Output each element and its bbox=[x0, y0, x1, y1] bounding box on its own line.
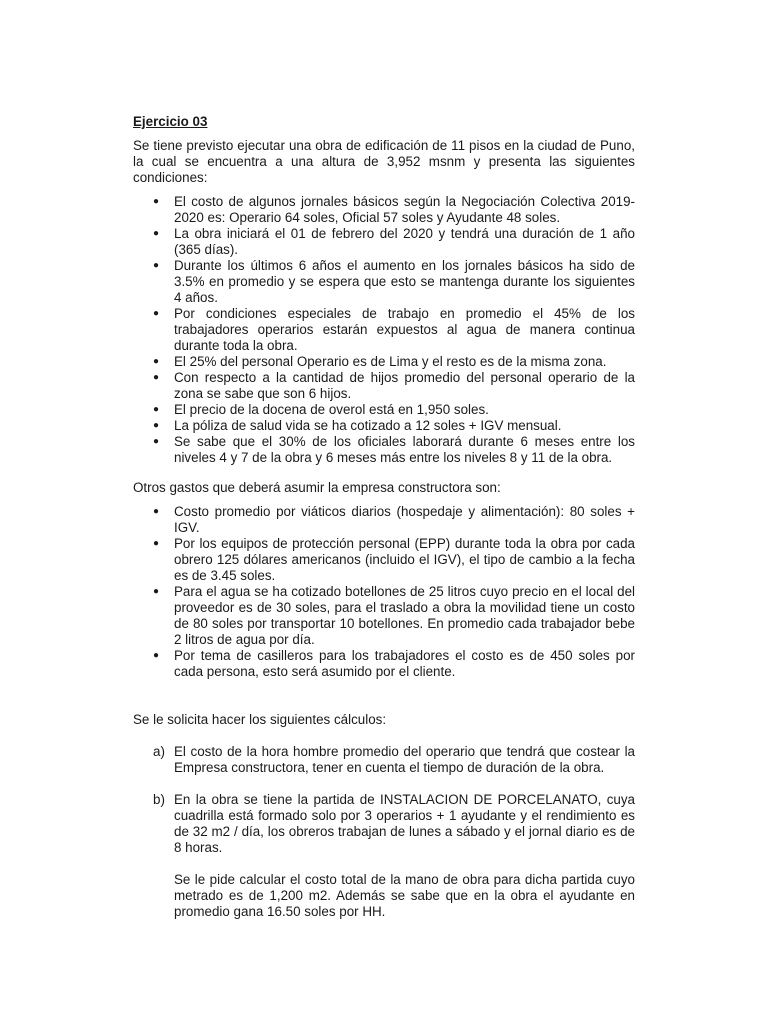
bullet-icon: ● bbox=[153, 420, 160, 431]
other-costs-heading: Otros gastos que deberá asumir la empresa constructora son: bbox=[133, 480, 501, 495]
list-item: ● El 25% del personal Operario es de Lima y el resto es de la misma zona. bbox=[153, 354, 607, 369]
bullet-icon: ● bbox=[153, 586, 160, 597]
bullet-icon: ● bbox=[153, 308, 160, 319]
conditions-list bbox=[133, 194, 635, 466]
list-item: ● Por tema de casilleros para los trabajadores el costo es de 450 soles por cada persona, esto será asumido por el cliente. bbox=[153, 648, 635, 679]
list-item: ● Por condiciones especiales de trabajo en promedio el 45% de los trabajadores operarios estarán expuestos al agua de manera continua durante toda la obra. bbox=[153, 306, 635, 353]
exercise-title: Ejercicio 03 bbox=[133, 114, 208, 129]
list-item: ● Para el agua se ha cotizado botellones de 25 litros cuyo precio en el local del proveedor es de 30 soles, para el traslado a obra la movilidad tiene un costo de 80 soles por transportar 10 botellones. En promedio cada trabajador bebe 2 litros de agua por día. bbox=[153, 584, 635, 647]
list-item: ● El precio de la docena de overol está en 1,950 soles. bbox=[153, 402, 489, 417]
bullet-icon: ● bbox=[153, 506, 160, 517]
task-text-continued: Se le pide calcular el costo total de la mano de obra para dicha partida cuyo metrado es de 1,200 m2. Además se sabe que en la obra el ayudante en promedio gana 16.50 soles por HH. bbox=[174, 872, 635, 919]
task-text: El costo de la hora hombre promedio del operario que tendrá que costear la Empresa constructora, tener en cuenta el tiempo de duración de la obra. bbox=[174, 744, 635, 775]
other-costs-list bbox=[133, 504, 635, 680]
bullet-icon: ● bbox=[153, 356, 160, 367]
list-item: ● El costo de algunos jornales básicos según la Negociación Colectiva 2019-2020 es: Operario 64 soles, Oficial 57 soles y Ayudante 48 soles. bbox=[153, 194, 635, 225]
task-a bbox=[133, 744, 635, 776]
task-b bbox=[133, 792, 635, 920]
document-body bbox=[133, 114, 635, 920]
task-marker: b) bbox=[153, 792, 165, 807]
list-item: ● La póliza de salud vida se ha cotizado a 12 soles + IGV mensual. bbox=[153, 418, 562, 433]
bullet-icon: ● bbox=[153, 650, 160, 661]
task-marker: a) bbox=[153, 744, 165, 759]
intro-paragraph: Se tiene previsto ejecutar una obra de edificación de 11 pisos en la ciudad de Puno, la cual se encuentra a una altura de 3,952 msnm y presenta las siguientes condiciones: bbox=[133, 138, 635, 185]
list-item: ● Se sabe que el 30% de los oficiales laborará durante 6 meses entre los niveles 4 y 7 de la obra y 6 meses más entre los niveles 8 y 11 de la obra. bbox=[153, 434, 635, 465]
list-item: ● Por los equipos de protección personal (EPP) durante toda la obra por cada obrero 125 dólares americanos (incluido el IGV), el tipo de cambio a la fecha es de 3.45 soles. bbox=[153, 536, 635, 583]
bullet-icon: ● bbox=[153, 372, 160, 383]
bullet-icon: ● bbox=[153, 436, 160, 447]
tasks-heading: Se le solicita hacer los siguientes cálculos: bbox=[133, 712, 387, 727]
task-text: En la obra se tiene la partida de INSTALACION DE PORCELANATO, cuya cuadrilla está formado solo por 3 operarios + 1 ayudante y el rendimiento es de 32 m2 / día, los obreros trabajan de lunes a sábado y el jornal diario es de 8 horas. bbox=[174, 792, 635, 855]
list-item: ● Con respecto a la cantidad de hijos promedio del personal operario de la zona se sabe que son 6 hijos. bbox=[153, 370, 635, 401]
bullet-icon: ● bbox=[153, 538, 160, 549]
bullet-icon: ● bbox=[153, 404, 160, 415]
bullet-icon: ● bbox=[153, 196, 160, 207]
list-item: ● La obra iniciará el 01 de febrero del 2020 y tendrá una duración de 1 año (365 días). bbox=[153, 226, 635, 257]
list-item: ● Durante los últimos 6 años el aumento en los jornales básicos ha sido de 3.5% en promedio y se espera que esto se mantenga durante los siguientes 4 años. bbox=[153, 258, 635, 305]
tasks-list bbox=[133, 744, 635, 920]
bullet-icon: ● bbox=[153, 260, 160, 271]
bullet-icon: ● bbox=[153, 228, 160, 239]
list-item: ● Costo promedio por viáticos diarios (hospedaje y alimentación): 80 soles + IGV. bbox=[153, 504, 635, 535]
